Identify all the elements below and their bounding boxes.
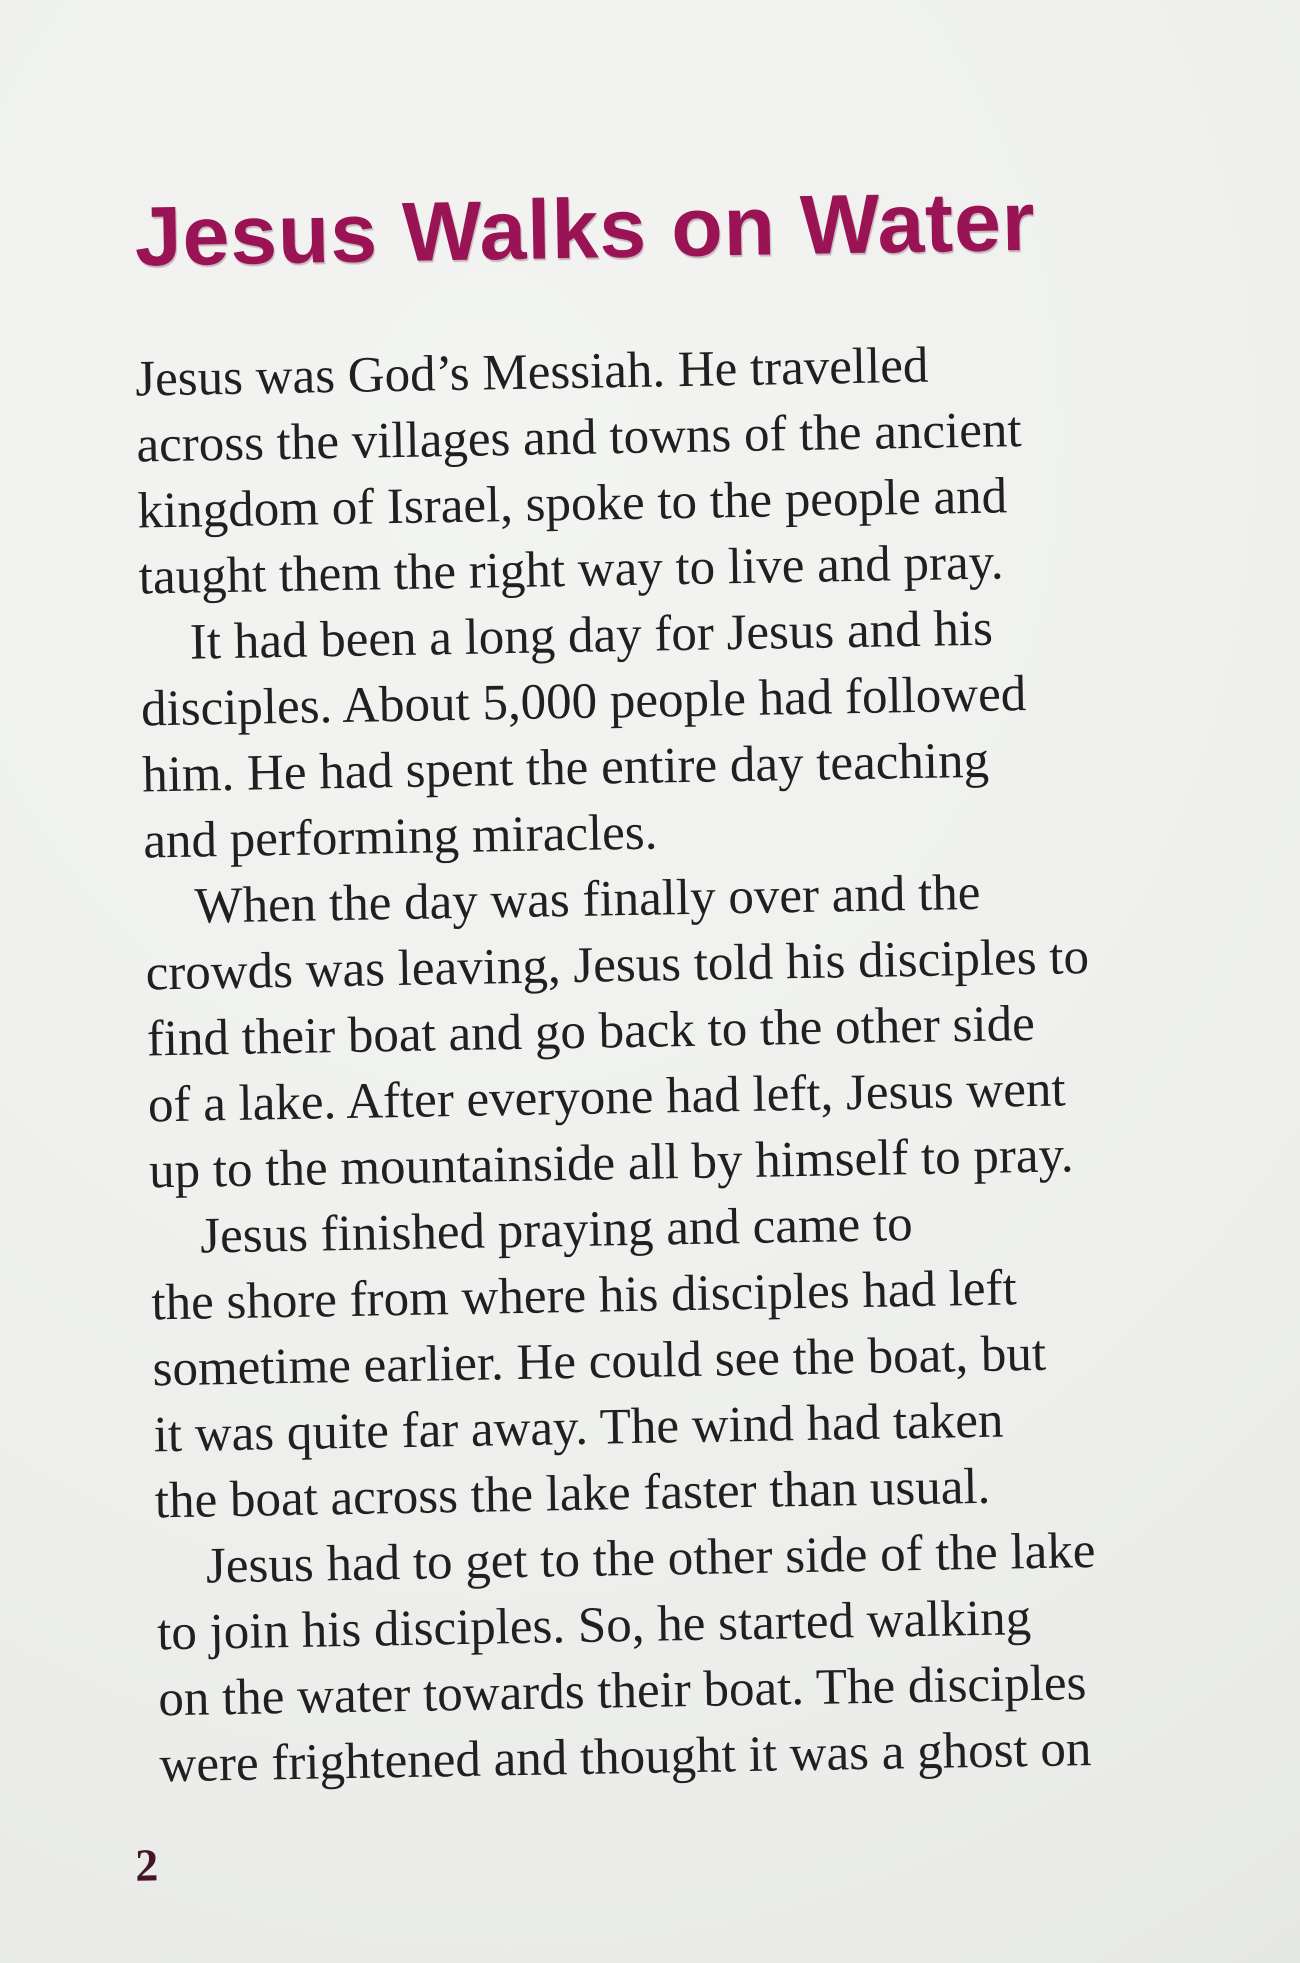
paragraph	[139, 592, 1228, 875]
paragraph	[135, 328, 1224, 611]
text-line: taught them the right way to live and pray.	[138, 534, 1004, 606]
text-line: Jesus finished praying and came to	[199, 1196, 914, 1265]
page-title: Jesus Walks on Water	[133, 173, 1037, 284]
text-line: Jesus had to get to the other side of the lake	[205, 1522, 1096, 1595]
text-line: on the water towards their boat. The disciples	[157, 1655, 1087, 1728]
paragraph	[144, 856, 1235, 1205]
page-number: 2	[134, 1839, 159, 1891]
page-content	[132, 146, 1247, 1889]
text-line: to join his disciples. So, he started walking	[156, 1590, 1032, 1662]
text-line: across the villages and towns of the ancient	[135, 402, 1022, 474]
paragraph	[155, 1515, 1244, 1798]
text-line: kingdom of Israel, spoke to the people and	[137, 468, 1008, 540]
text-line: and performing miracles.	[142, 804, 658, 870]
text-line: the boat across the lake faster than usual.	[154, 1458, 991, 1530]
text-line: sometime earlier. He could see the boat, but	[152, 1325, 1047, 1398]
text-line: When the day was finally over and the	[194, 864, 981, 935]
text-line: disciples. About 5,000 people had followed	[140, 666, 1027, 738]
paragraph	[150, 1185, 1241, 1534]
text-line: crowds was leaving, Jesus told his disciples to	[145, 929, 1090, 1002]
text-line: the shore from where his disciples had left	[150, 1260, 1018, 1332]
body-text	[135, 328, 1245, 1799]
text-line: of a lake. After everyone had left, Jesus went	[147, 1061, 1066, 1134]
text-line: it was quite far away. The wind had taken	[153, 1392, 1004, 1464]
text-line: It had been a long day for Jesus and his	[189, 600, 994, 671]
text-line: up to the mountainside all by himself to pray.	[148, 1127, 1074, 1200]
text-line: find their boat and go back to the other side	[146, 995, 1036, 1068]
text-line: Jesus was God’s Messiah. He travelled	[134, 337, 929, 408]
text-line: were frightened and thought it was a ghost on	[158, 1721, 1092, 1794]
text-line: him. He had spent the entire day teaching	[141, 732, 990, 804]
